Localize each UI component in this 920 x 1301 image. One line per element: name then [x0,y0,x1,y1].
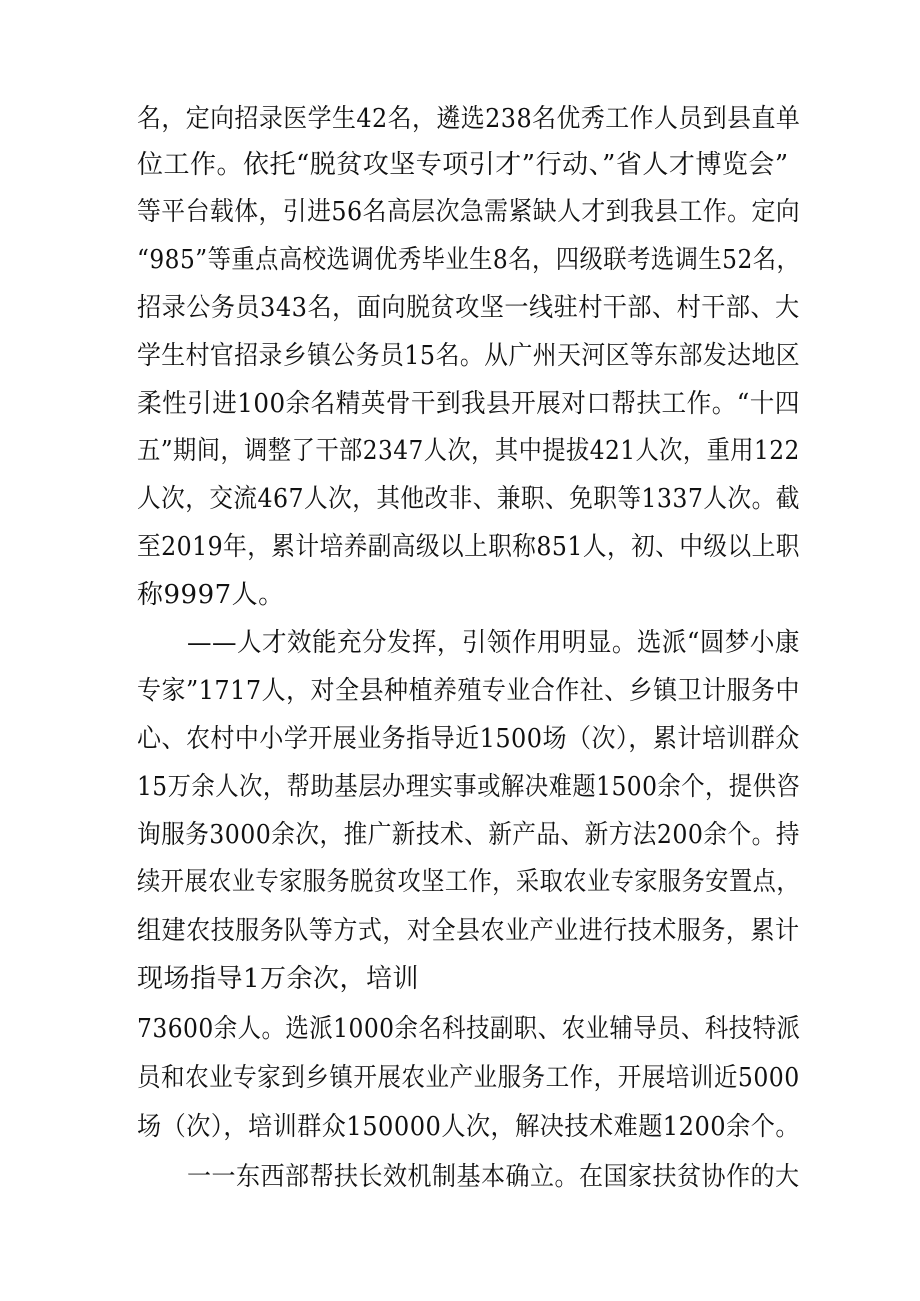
text-line: 人次，交流467人次，其他改非、兼职、免职等1337人次。截 [137,484,800,514]
text-line: 专家”1717人，对全县种植养殖专业合作社、乡镇卫计服务中 [137,676,800,706]
text-line: 73600余人。选派1000余名科技副职、农业辅导员、科技特派 [137,1014,801,1044]
text-line: 心、农村中小学开展业务指导近1500场（次），累计培训群众 [137,724,800,754]
text-line: 等平台载体，引进56名高层次急需紧缺人才到我县工作。定向 [137,197,801,227]
text-line: 续开展农业专家服务脱贫攻坚工作，采取农业专家服务安置点， [137,867,801,897]
text-line: 15万余人次，帮助基层办理实事或解决难题1500余个，提供咨 [137,772,801,802]
text-line: “985”等重点高校选调优秀毕业生8名，四级联考选调生52名， [137,245,801,275]
text-line: 名，定向招录医学生42名，遴选238名优秀工作人员到县直单 [137,104,801,134]
text-line: 学生村官招录乡镇公务员15名。从广州天河区等东部发达地区 [137,341,801,371]
text-line: 位工作。依托“脱贫攻坚专项引才”行动、”省人才博览会” [137,150,789,180]
text-line: 柔性引进100余名精英骨干到我县开展对口帮扶工作。“十四 [137,389,800,419]
text-line: 员和农业专家到乡镇开展农业产业服务工作，开展培训近5000 [137,1063,800,1093]
text-line: 场（次），培训群众150000人次，解决技术难题1200余个。 [137,1112,800,1142]
text-line: 至2019年，累计培养副高级以上职称851人，初、中级以上职 [137,532,800,562]
paragraph-first-line: 一一东西部帮扶长效机制基本确立。在国家扶贫协作的大 [187,1162,800,1192]
paragraph-first-line: ——人才效能充分发挥，引领作用明显。选派“圆梦小康 [187,628,800,658]
text-line: 称9997人。 [137,580,285,610]
text-line: 现场指导1万余次，培训 [137,964,420,994]
text-line: 五”期间，调整了干部2347人次，其中提拔421人次，重用122 [137,436,800,466]
text-line: 招录公务员343名，面向脱贫攻坚一线驻村干部、村干部、大 [137,293,800,323]
text-line: 询服务3000余次，推广新技术、新产品、新方法200余个。持 [137,820,800,850]
text-line: 组建农技服务队等方式，对全县农业产业进行技术服务，累计 [137,916,800,946]
